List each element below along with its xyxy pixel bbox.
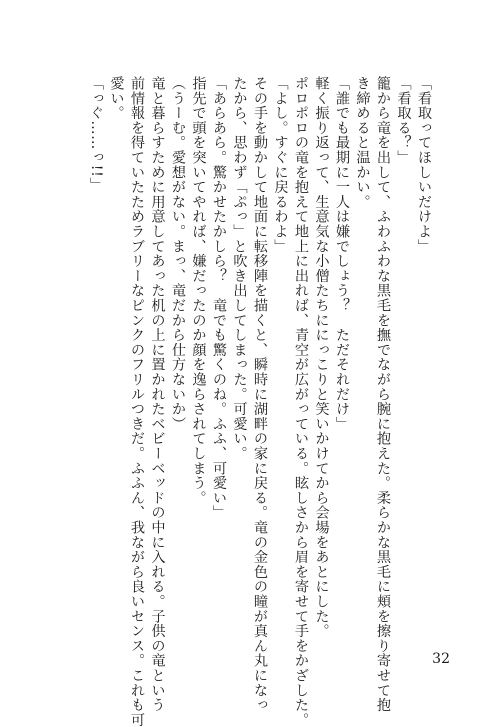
text-line: 軽く振り返って、生意気な小僧たちににっこりと笑いかけてから会場をあとにした。: [313, 76, 330, 639]
text-line: その手を動かして地面に転移陣を描くと、瞬時に湖畔の家に戻る。竜の金色の瞳が真ん丸になっ: [252, 76, 268, 713]
text-line: たから、思わず「ぷっ」と吹き出してしまった。可愛い。: [231, 76, 248, 461]
text-line: 前情報を得ていたためラブリーなピンクのフリルつきだ。ふふん、我ながら良いセンス。これも可: [129, 76, 145, 727]
text-line: 「あらあら。驚かせたかしら？ 竜でも驚くのね。ふふ、可愛い」: [211, 76, 227, 520]
text-line: 籠から竜を出して、ふわふわな黒毛を撫でながら腕に抱えた。柔らかな黒毛に頬を擦り寄せて抱: [375, 76, 391, 713]
text-line: き締めると温かい。: [354, 76, 371, 210]
text-line: 「っぐ……っ!!」: [88, 76, 104, 193]
text-line: 指先で頭を突いてやれば、嫌だったのか顔を逸らされてしまう。: [190, 76, 207, 506]
text-line: 「看取ってほしいだけよ」: [416, 76, 432, 254]
text-line: 「誰でも最期に一人は嫌でしょう？ ただそれだけ」: [334, 76, 350, 432]
text-line: 竜と暮らすために用意してあった机の上に置かれたベビーベッドの中に入れる。子供の竜という: [149, 76, 166, 713]
text-line: 「よし。すぐに戻るわよ」: [272, 76, 289, 254]
text-line: ポロポロの竜を抱えて地上に出れば、青空が広がっている。眩しさから眉を寄せて手をかざした。: [293, 76, 309, 727]
text-line: 「看取る？」: [395, 76, 412, 165]
vertical-text-body: [86, 76, 435, 727]
text-line: （うーむ。愛想がない。まっ、竜だから仕方ないか）: [170, 76, 186, 432]
page-number: 32: [432, 651, 450, 667]
text-line: 愛い。: [108, 76, 125, 121]
